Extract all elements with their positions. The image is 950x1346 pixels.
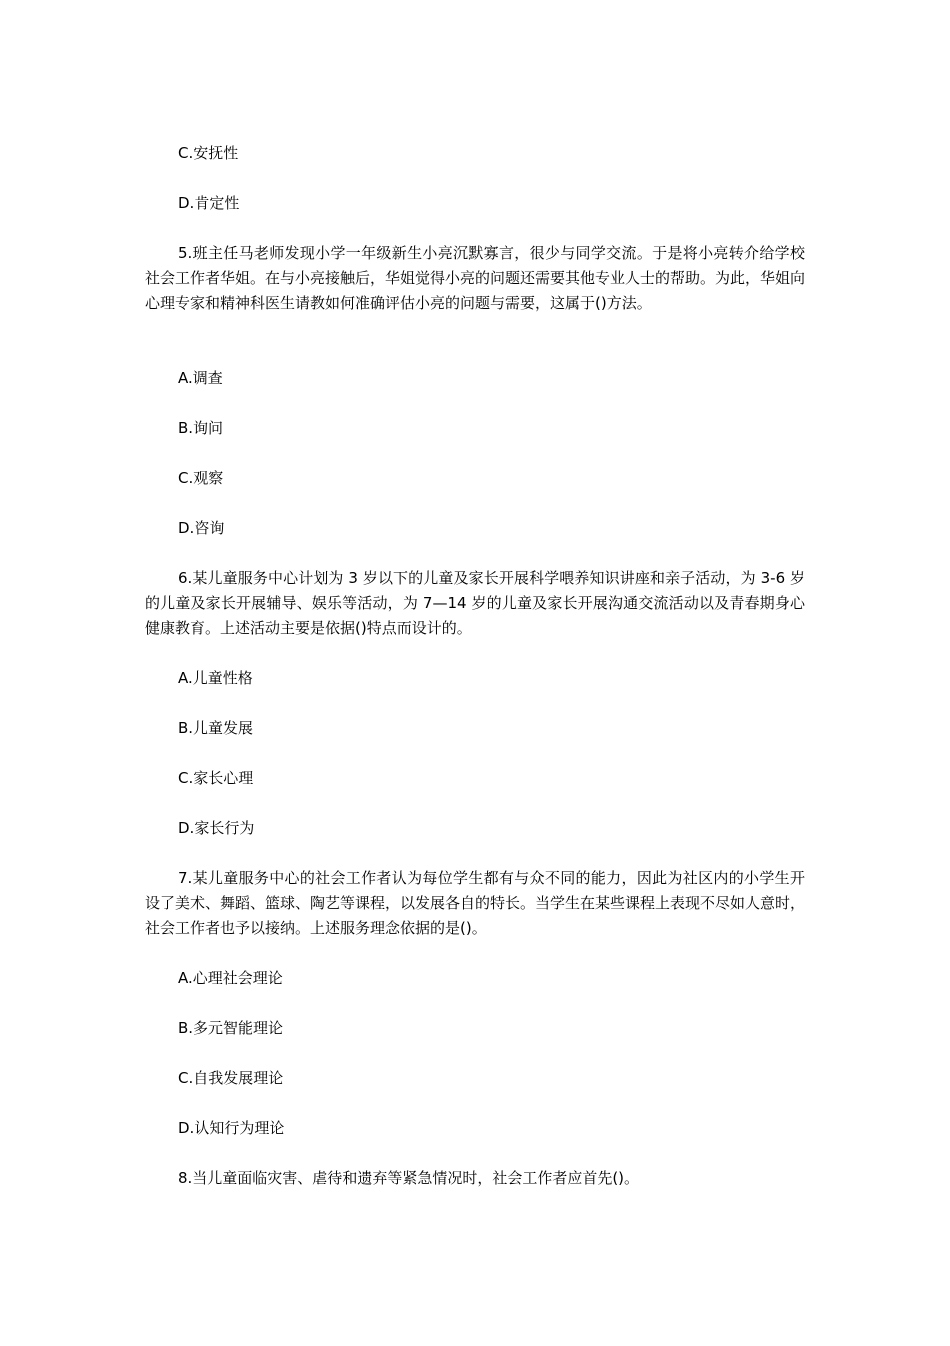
question-6-option-a: A.儿童性格 [178,669,253,687]
question-7-option-c: C.自我发展理论 [178,1069,284,1087]
option-c-anfuxing: C.安抚性 [178,144,239,162]
question-5-option-a: A.调查 [178,369,223,387]
question-5: 5.班主任马老师发现小学一年级新生小亮沉默寡言，很少与同学交流。于是将小亮转介给学校社会工作者华姐。在与小亮接触后，华姐觉得小亮的问题还需要其他专业人士的帮助。为此，华姐向心理专家和精神科医生请教如何准确评估小亮的问题与需要，这属于()方法。 [145,244,806,312]
question-6: 6.某儿童服务中心计划为 3 岁以下的儿童及家长开展科学喂养知识讲座和亲子活动，为 3-6 岁的儿童及家长开展辅导、娱乐等活动，为 7—14 岁的儿童及家长开展沟通交流活动以及青春期身心健康教育。上述活动主要是依据()特点而设计的。 [145,569,805,637]
question-7: 7.某儿童服务中心的社会工作者认为每位学生都有与众不同的能力，因此为社区内的小学生开设了美术、舞蹈、篮球、陶艺等课程，以发展各自的特长。当学生在某些课程上表现不尽如人意时，社会工作者也予以接纳。上述服务理念依据的是()。 [145,869,806,937]
option-d-kendingxing: D.肯定性 [178,194,240,212]
question-6-option-c: C.家长心理 [178,769,254,787]
question-5-option-c: C.观察 [178,469,224,487]
question-5-option-d: D.咨询 [178,519,225,537]
question-7-option-b: B.多元智能理论 [178,1019,284,1037]
question-8: 8.当儿童面临灾害、虐待和遗弃等紧急情况时，社会工作者应首先()。 [178,1169,640,1187]
question-6-option-b: B.儿童发展 [178,719,254,737]
question-6-option-d: D.家长行为 [178,819,255,837]
question-7-option-a: A.心理社会理论 [178,969,283,987]
question-5-option-b: B.询问 [178,419,224,437]
question-7-option-d: D.认知行为理论 [178,1119,285,1137]
